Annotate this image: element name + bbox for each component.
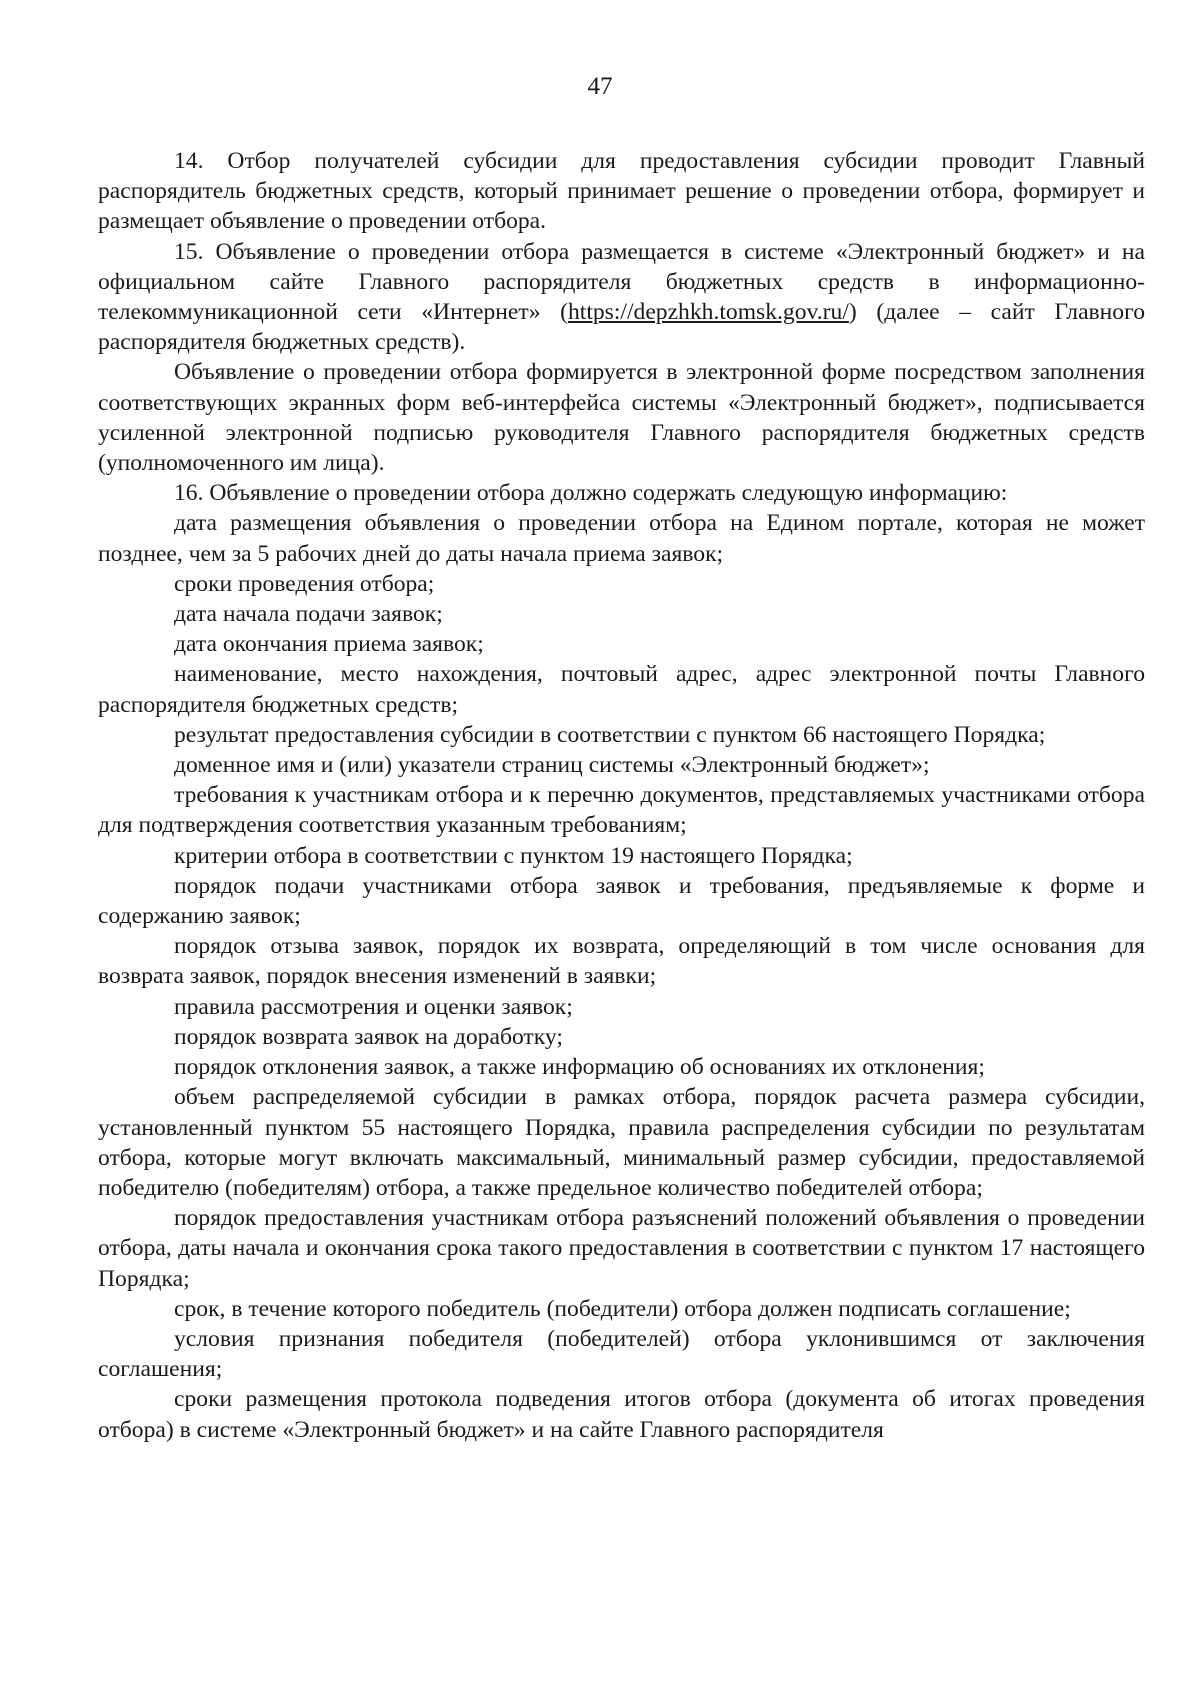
paragraph-15-text-after: ) (далее – сайт Главного распорядителя бюджетных средств). <box>98 299 1145 356</box>
list-item: дата начала подачи заявок; <box>174 601 443 628</box>
paragraph-15 <box>98 237 1145 358</box>
list-item: доменное имя и (или) указатели страниц системы «Электронный бюджет»; <box>174 752 930 779</box>
document-body <box>98 146 1145 1445</box>
list-item: критерии отбора в соответствии с пунктом 19 настоящего Порядка; <box>174 842 853 869</box>
list-item: требования к участникам отбора и к перечню документов, представляемых участниками отбора для подтверждения соответствия указанным требованиям; <box>98 782 1145 839</box>
list-item: дата размещения объявления о проведении отбора на Едином портале, которая не может позднее, чем за 5 рабочих дней до даты начала приема заявок; <box>98 510 1145 567</box>
list-item: наименование, место нахождения, почтовый адрес, адрес электронной почты Главного распорядителя бюджетных средств; <box>98 661 1145 718</box>
list-item: результат предоставления субсидии в соответствии с пунктом 66 настоящего Порядка; <box>174 721 1046 748</box>
paragraph-announcement-form: Объявление о проведении отбора формируется в электронной форме посредством заполнения соответствующих экранных форм веб-интерфейса системы «Электронный бюджет», подписывается усиленной электронной подписью руководителя Главного распорядителя бюджетных средств (уполномоченного им лица). <box>98 359 1145 477</box>
list-item: сроки проведения отбора; <box>174 570 435 597</box>
paragraph-14: 14. Отбор получателей субсидии для предоставления субсидии проводит Главный распорядитель бюджетных средств, который принимает решение о проведении отбора, формирует и размещает объявление о проведении отбора. <box>98 148 1145 235</box>
paragraph-16: 16. Объявление о проведении отбора должно содержать следующую информацию: <box>174 480 1008 507</box>
list-item: условия признания победителя (победителей) отбора уклонившимся от заключения соглашения; <box>98 1325 1145 1383</box>
list-item: порядок отклонения заявок, а также информацию об основаниях их отклонения; <box>174 1054 985 1081</box>
list-item: объем распределяемой субсидии в рамках отбора, порядок расчета размера субсидии, установленный пунктом 55 настоящего Порядка, правила распределения субсидии по результатам отбора, которые могут включать максимальный, минимальный размер субсидии, предоставляемой победителю (победителям) отбора, а также предельное количество победителей отбора; <box>98 1084 1145 1201</box>
list-item: дата окончания приема заявок; <box>174 631 484 658</box>
list-item: порядок предоставления участникам отбора разъяснений положений объявления о проведении отбора, даты начала и окончания срока такого предоставления в соответствии с пунктом 17 настоящего Порядка; <box>98 1205 1145 1292</box>
page-number: 47 <box>587 73 613 100</box>
list-item: срок, в течение которого победитель (победители) отбора должен подписать соглашение; <box>174 1295 1071 1322</box>
list-item: сроки размещения протокола подведения итогов отбора (документа об итогах проведения отбора) в системе «Электронный бюджет» и на сайте Главного распорядителя <box>98 1386 1145 1443</box>
list-item: правила рассмотрения и оценки заявок; <box>174 993 573 1020</box>
list-item: порядок отзыва заявок, порядок их возврата, определяющий в том числе основания для возврата заявок, порядок внесения изменений в заявки; <box>98 933 1145 990</box>
paragraph-15-text-before: 15. Объявление о проведении отбора размещается в системе «Электронный бюджет» и на официальном сайте Главного распорядителя бюджетных средств в информационно-телекоммуникационной сети «Интернет» ( <box>98 238 1145 326</box>
ministry-website-link[interactable]: https://depzhkh.tomsk.gov.ru/ <box>567 299 849 326</box>
list-item: порядок подачи участниками отбора заявок и требования, предъявляемые к форме и содержанию заявок; <box>98 872 1145 930</box>
list-item: порядок возврата заявок на доработку; <box>174 1023 563 1050</box>
